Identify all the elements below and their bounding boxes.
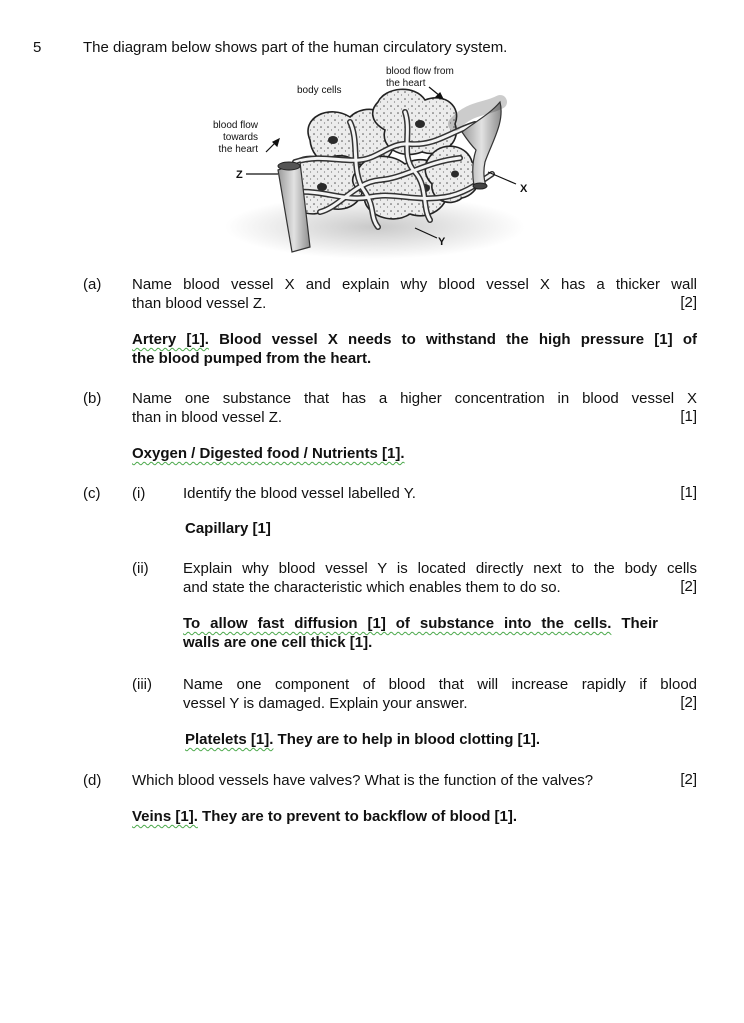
part-d-answer-rest: They are to prevent to backflow of blood [1]. <box>197 808 518 825</box>
part-c-i-label: (i) <box>132 485 146 502</box>
part-c-iii-question-line2: vessel Y is damaged. Explain your answer. <box>183 695 468 712</box>
part-d-question: Which blood vessels have valves? What is the function of the valves? <box>132 772 594 789</box>
part-c-i-question: Identify the blood vessel labelled Y. <box>183 485 416 502</box>
part-a-answer-rest: Blood vessel X needs to withstand the high pressure [1] of <box>208 331 697 348</box>
label-flow-from-1: blood flow from <box>386 66 454 77</box>
part-c-ii-answer-key: To allow fast diffusion [1] of substance into the cells. <box>183 615 612 632</box>
part-b-question-line1: Name one substance that has a higher concentration in blood vessel X <box>132 390 697 407</box>
part-c-iii-marks: [2] <box>680 694 697 711</box>
part-a-marks: [2] <box>680 294 697 311</box>
part-c-iii-label: (iii) <box>132 676 152 693</box>
question-stem: The diagram below shows part of the human circulatory system. <box>83 39 508 56</box>
part-b-label: (b) <box>83 390 102 407</box>
part-c-ii-question-line2: and state the characteristic which enables them to do so. <box>183 579 561 596</box>
part-c-ii-marks: [2] <box>680 578 697 595</box>
question-number: 5 <box>33 39 42 56</box>
part-c-iii-answer-key: Platelets [1]. <box>185 731 274 748</box>
part-c-label: (c) <box>83 485 101 502</box>
label-y: Y <box>438 236 446 248</box>
part-d-marks: [2] <box>680 771 697 788</box>
part-a-label: (a) <box>83 276 102 293</box>
part-a-question-line1: Name blood vessel X and explain why blood vessel X has a thicker wall <box>132 276 697 293</box>
part-c-i-answer: Capillary [1] <box>185 520 271 537</box>
part-c-i-marks: [1] <box>680 484 697 501</box>
part-c-ii-answer-line2: walls are one cell thick [1]. <box>183 634 373 651</box>
label-flow-towards-3: the heart <box>218 144 258 155</box>
label-flow-from-2: the heart <box>386 78 426 89</box>
part-c-iii-answer <box>185 730 540 749</box>
part-b-answer: Oxygen / Digested food / Nutrients [1]. <box>132 445 405 462</box>
part-d-answer <box>132 807 517 826</box>
part-b-marks: [1] <box>680 408 697 425</box>
part-c-ii-answer-line1 <box>183 614 658 633</box>
part-d-answer-key: Veins [1]. <box>132 808 198 825</box>
part-b-question-line2: than in blood vessel Z. <box>132 409 283 426</box>
part-d-label: (d) <box>83 772 102 789</box>
part-c-ii-label: (ii) <box>132 560 149 577</box>
label-x: X <box>520 183 528 195</box>
part-c-iii-answer-rest: They are to help in blood clotting [1]. <box>273 731 541 748</box>
circulatory-diagram <box>200 62 550 267</box>
label-body-cells: body cells <box>297 85 342 96</box>
label-z: Z <box>236 169 243 181</box>
part-c-iii-question-line1: Name one component of blood that will increase rapidly if blood <box>183 676 697 693</box>
label-flow-towards-2: towards <box>222 132 258 143</box>
label-flow-towards-1: blood flow <box>212 120 258 131</box>
part-a-question-line2: than blood vessel Z. <box>132 295 267 312</box>
part-c-ii-question-line1: Explain why blood vessel Y is located directly next to the body cells <box>183 560 697 577</box>
part-a-answer-line1 <box>132 330 697 349</box>
vessel-z-opening <box>278 162 300 170</box>
part-a-answer-line2: the blood pumped from the heart. <box>132 350 372 367</box>
part-a-answer-key: Artery [1]. <box>132 331 209 348</box>
part-c-ii-answer-rest: Their <box>611 615 659 632</box>
vessel-x-opening <box>473 183 487 189</box>
